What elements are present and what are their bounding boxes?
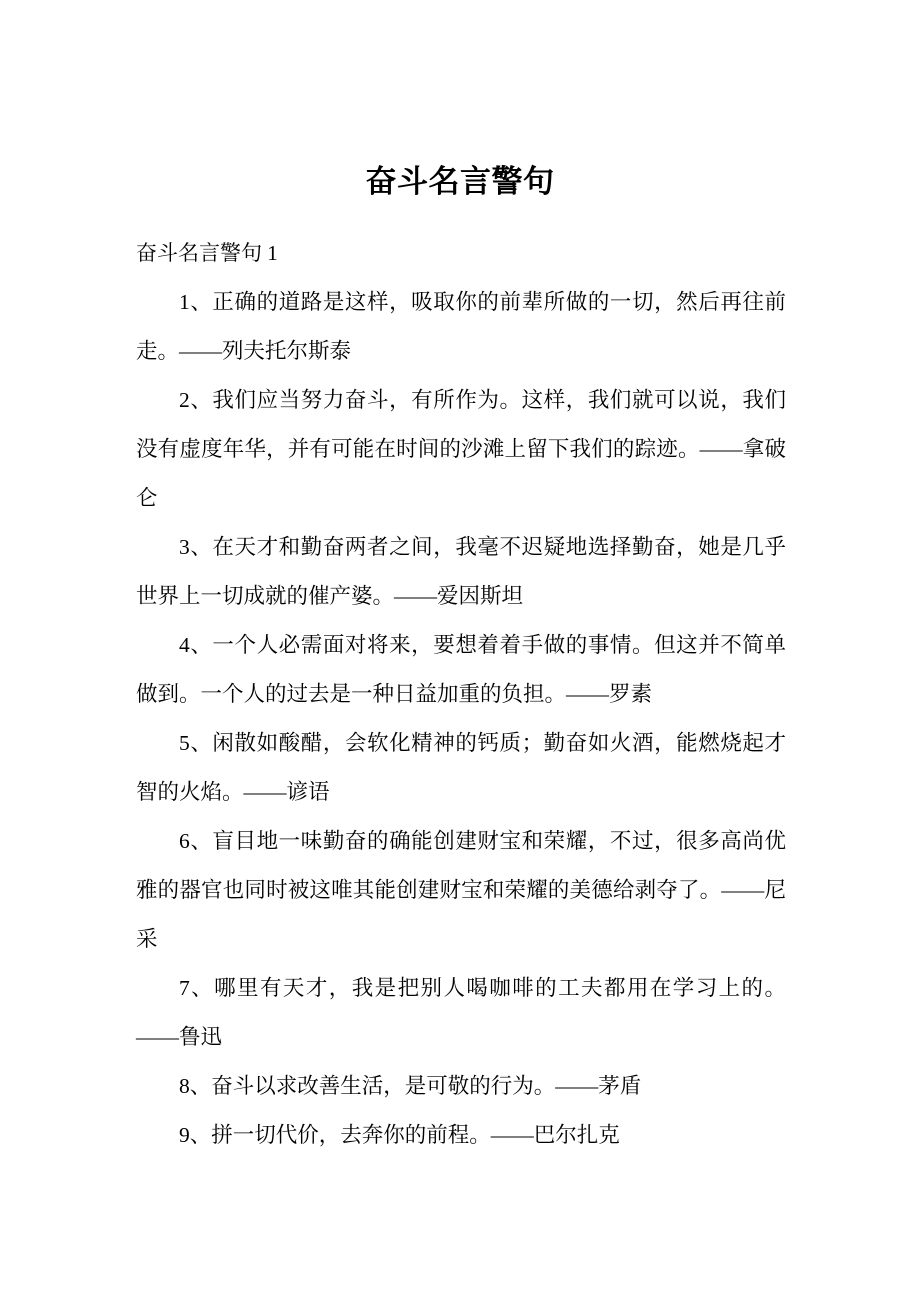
quote-text: 闲散如酸醋，会软化精神的钙质；勤奋如火酒，能燃烧起才智的火焰。: [136, 731, 786, 804]
quote-number: 1、: [179, 290, 213, 314]
quote-number: 8、: [179, 1074, 212, 1098]
quote-text: 盲目地一味勤奋的确能创建财宝和荣耀，不过，很多高尚优雅的器官也同时被这唯其能创建财宝和荣耀的美德给剥夺了。: [136, 829, 786, 902]
quote-attribution-dash: ——: [555, 1074, 599, 1098]
section-heading: 奋斗名言警句 1: [136, 241, 278, 265]
quote-number: 7、: [179, 976, 215, 1000]
quote-number: 9、: [179, 1123, 212, 1147]
quote-text: 哪里有天才，我是把别人喝咖啡的工夫都用在学习上的。: [214, 976, 786, 1000]
quote-list: [136, 278, 786, 1160]
quote-attribution: 巴尔扎克: [533, 1123, 620, 1147]
quote-item: [136, 376, 786, 523]
quote-number: 5、: [179, 731, 213, 755]
quote-attribution-dash: ——: [566, 682, 610, 706]
quote-number: 3、: [179, 535, 213, 559]
quote-attribution-dash: ——: [490, 1123, 534, 1147]
quote-number: 2、: [179, 388, 213, 412]
quote-item: [136, 621, 786, 719]
quote-attribution-dash: ——: [179, 339, 223, 363]
quote-text: 一个人必需面对将来，要想着着手做的事情。但这并不简单做到。一个人的过去是一种日益加重的负担。: [136, 633, 786, 706]
quote-attribution: 爱因斯坦: [437, 584, 524, 608]
quote-attribution: 谚语: [286, 780, 330, 804]
quote-item: [136, 1062, 786, 1111]
quote-attribution-dash: ——: [721, 878, 765, 902]
quote-attribution: 茅盾: [598, 1074, 642, 1098]
quote-attribution: 拿破仑: [136, 437, 786, 510]
quote-text: 正确的道路是这样，吸取你的前辈所做的一切，然后再往前走。: [136, 290, 786, 363]
quote-number: 6、: [179, 829, 213, 853]
quote-attribution-dash: ——: [136, 1025, 179, 1049]
quote-number: 4、: [179, 633, 213, 657]
quote-attribution-dash: ——: [699, 437, 743, 461]
quote-attribution: 鲁迅: [179, 1025, 223, 1049]
quote-attribution-dash: ——: [394, 584, 438, 608]
quote-item: [136, 719, 786, 817]
quote-text: 拼一切代价，去奔你的前程。: [211, 1123, 491, 1147]
quote-item: [136, 278, 786, 376]
page-title: 奋斗名言警句: [365, 163, 555, 199]
quote-text: 奋斗以求改善生活，是可敬的行为。: [211, 1074, 556, 1098]
quote-item: [136, 523, 786, 621]
quote-item: [136, 964, 786, 1062]
quote-text: 在天才和勤奋两者之间，我毫不迟疑地选择勤奋，她是几乎世界上一切成就的催产婆。: [136, 535, 786, 608]
quote-attribution: 列夫托尔斯泰: [222, 339, 352, 363]
quote-item: [136, 1111, 786, 1160]
document-body: [136, 229, 786, 1160]
quote-item: [136, 817, 786, 964]
quote-attribution: 尼采: [136, 878, 786, 951]
quote-text: 我们应当努力奋斗，有所作为。这样，我们就可以说，我们没有虚度年华，并有可能在时间的沙滩上留下我们的踪迹。: [136, 388, 786, 461]
quote-attribution-dash: ——: [243, 780, 287, 804]
quote-attribution: 罗素: [609, 682, 653, 706]
